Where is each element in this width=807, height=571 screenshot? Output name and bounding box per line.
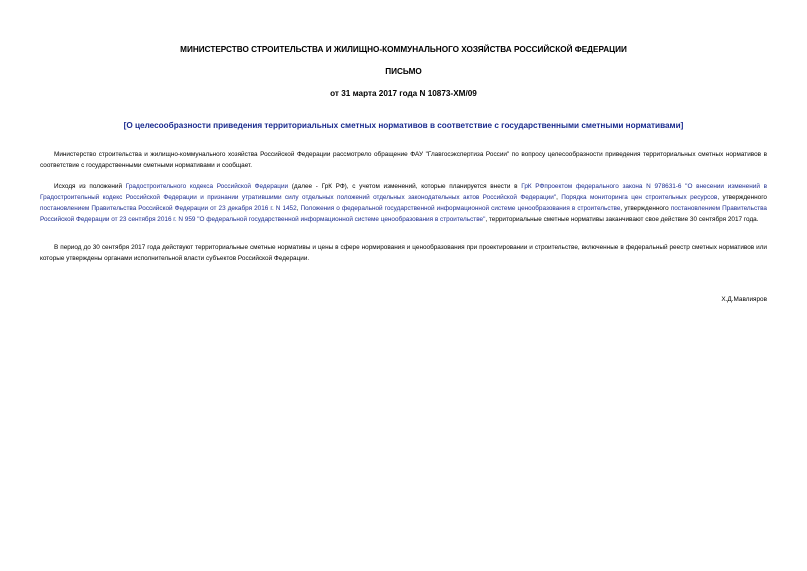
link-fgis-regulation[interactable]: Положения о федеральной государственной информационной системе ценообразования в строительстве (300, 205, 621, 212)
p2-text-2: (далее - ГрК РФ), с учетом изменений, которые планируется внести в (288, 183, 522, 190)
link-grk-rf[interactable]: ГрК РФ (521, 183, 545, 190)
p2-text-7: , территориальные сметные нормативы заканчивают свое действие 30 сентября 2017 года. (485, 216, 759, 223)
link-price-monitoring-order[interactable]: Порядка мониторинга цен строительных ресурсов (561, 194, 718, 201)
paragraph-1: Министерство строительства и жилищно-коммунального хозяйства Российской Федерации рассмотрело обращение ФАУ "Главгосэкспертиза России" по вопросу целесообразности приведения территориальных сметных нормативов в соответствие с государственными сметными нормативами и сообщает. (40, 151, 767, 169)
document-subject: [О целесообразности приведения территориальных сметных нормативов в соответствие с государственными сметными нормативами] (123, 121, 684, 130)
document-type: ПИСЬМО (385, 67, 422, 76)
p2-text-6: , утвержденного (620, 205, 671, 212)
signature: Х.Д.Мавлияров (721, 296, 767, 303)
p2-text-5: , (296, 205, 301, 212)
link-resolution-1452[interactable]: постановлением Правительства Российской Федерации от 23 декабря 2016 г. N 1452 (40, 205, 297, 212)
link-grk-rf-code[interactable]: Градостроительного кодекса Российской Федерации (125, 183, 289, 190)
p2-text-1: Исходя из положений (54, 183, 126, 190)
link-resolution-959[interactable]: постановлением Правительства Российской Федерации от 23 сентября 2016 г. N 959 "О федеральной государственной информационной системе ценообразования в строительстве" (40, 205, 767, 223)
paragraph-2 (40, 181, 767, 225)
ministry-heading: МИНИСТЕРСТВО СТРОИТЕЛЬСТВА И ЖИЛИЩНО-КОММУНАЛЬНОГО ХОЗЯЙСТВА РОССИЙСКОЙ ФЕДЕРАЦИИ (180, 45, 627, 54)
p2-text-4: , утвержденного (717, 194, 767, 201)
link-draft-law[interactable]: проектом федерального закона N 978631-6 "О внесении изменений в Градостроительный кодекс Российской Федерации и признании утратившими силу отдельных положений отдельных законодательных актов Российской Федерации" (40, 183, 767, 201)
p2-text-3: , (556, 194, 562, 201)
document-date-number: от 31 марта 2017 года N 10873-ХМ/09 (330, 89, 477, 98)
paragraph-3: В период до 30 сентября 2017 года действуют территориальные сметные нормативы и цены в сфере нормирования и ценообразования при проектировании и строительстве, включенные в федеральный реестр сметных нормативов или которые утверждены органами исполнительной власти субъектов Российской Федерации. (40, 244, 767, 262)
